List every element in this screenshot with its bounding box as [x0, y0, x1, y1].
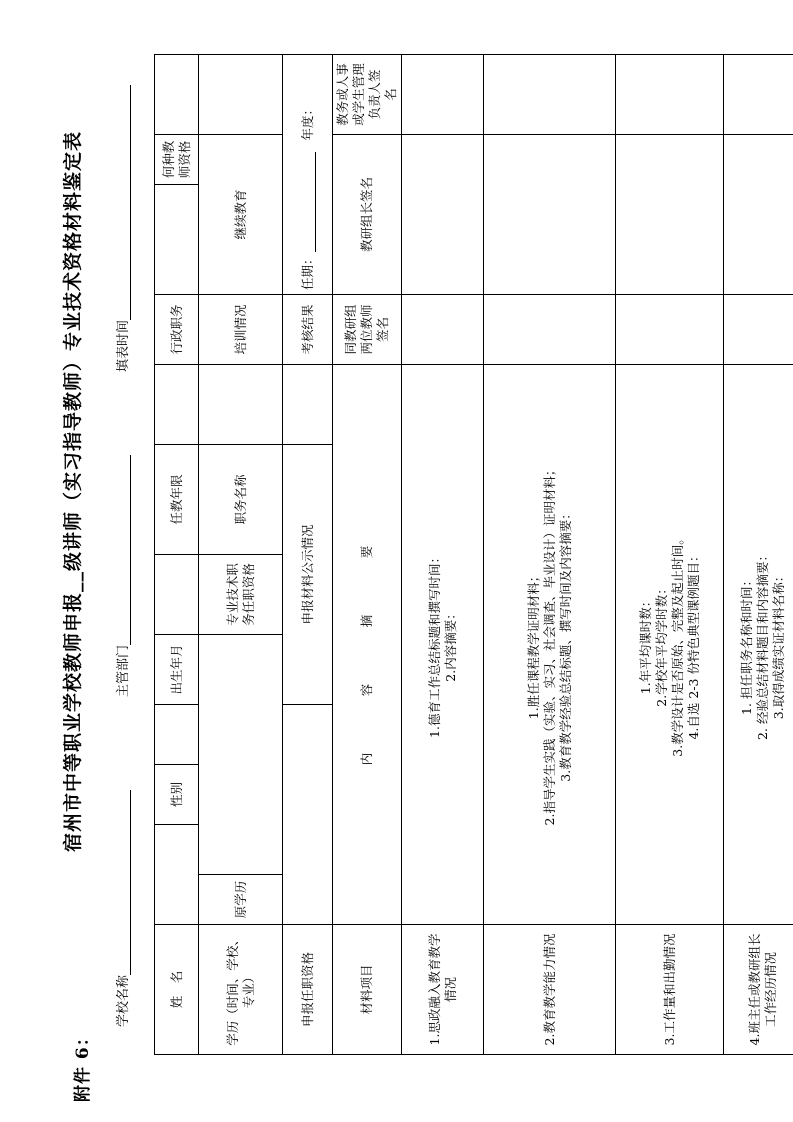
continuing-edu-cell[interactable] [199, 55, 283, 135]
summary-line: 2.学校年平均学时数： [653, 582, 669, 707]
form-title: 宿州市中等职业学校教师申报__级讲师（实习指导教师）专业技术资格材料鉴定表 [62, 130, 84, 852]
peer-sign-cell[interactable] [402, 295, 484, 365]
materials-header-row [333, 55, 402, 1055]
department-label: 主管部门 [116, 644, 131, 697]
name-cell[interactable] [155, 825, 199, 925]
term-label: 任期： [299, 252, 315, 290]
title-name-label: 职务名称 [199, 445, 283, 555]
school-name-blank[interactable] [116, 790, 131, 975]
term-blank[interactable] [301, 152, 316, 252]
apply-qual-cell[interactable] [283, 705, 333, 925]
admin-sign-cell[interactable] [484, 55, 616, 135]
birth-label: 出生年月 [155, 635, 199, 705]
material-item: 4.班主任或教研组长工作经历情况 [724, 925, 793, 1055]
publicity-cell[interactable] [283, 365, 333, 445]
year-label: 年度： [299, 103, 315, 141]
continuing-edu-label: 继续教育 [199, 135, 283, 295]
material-item: 1.思政融入教育教学情况 [402, 925, 484, 1055]
appraisal-table [154, 54, 793, 1055]
col-leader-header: 教研组长签名 [333, 135, 402, 295]
fill-date-label: 填表时间 [116, 319, 131, 372]
gender-label: 性别 [155, 765, 199, 825]
original-edu-cell[interactable] [199, 635, 283, 875]
peer-sign-cell[interactable] [724, 295, 793, 365]
department-blank[interactable] [116, 455, 131, 645]
teaching-years-cell[interactable] [155, 365, 199, 445]
teaching-years-label: 任教年限 [155, 445, 199, 555]
material-summary[interactable] [484, 365, 616, 925]
position-cell[interactable] [155, 185, 199, 295]
school-name-label: 学校名称 [116, 974, 131, 1027]
material-row [616, 55, 724, 1055]
peer-sign-cell[interactable] [616, 295, 724, 365]
current-title-label: 专业技术职务任职资格 [199, 555, 283, 635]
education-label: 学历（时间、学校、专业） [199, 925, 283, 1055]
admin-sign-cell[interactable] [616, 55, 724, 135]
info-row-1 [155, 55, 199, 1055]
peer-sign-cell[interactable] [484, 295, 616, 365]
attachment-label: 附件 6： [73, 1028, 93, 1102]
material-summary[interactable] [616, 365, 724, 925]
name-label: 姓 名 [155, 925, 199, 1055]
original-edu-label: 原学历 [199, 875, 283, 925]
teacher-qual-cell[interactable] [155, 55, 199, 135]
position-label: 行政职务 [155, 295, 199, 365]
summary-line: 1. 担任职务名称和时间： [738, 574, 754, 715]
material-row [402, 55, 484, 1055]
col-peer-header: 同教研组两位教师签名 [333, 295, 402, 365]
title-name-cell[interactable] [199, 365, 283, 445]
summary-line: 3.教学设计是否原始、完整及起止时间。 [669, 532, 685, 757]
apply-qual-label: 申报任职资格 [283, 925, 333, 1055]
fill-date-blank[interactable] [116, 85, 131, 320]
leader-sign-cell[interactable] [402, 135, 484, 295]
info-row-3 [283, 55, 333, 1055]
birth-cell[interactable] [155, 555, 199, 635]
assessment-cell[interactable] [283, 55, 333, 295]
publicity-label: 申报材料公示情况 [283, 445, 333, 705]
material-item: 3.工作量和出勤情况 [616, 925, 724, 1055]
leader-sign-cell[interactable] [724, 135, 793, 295]
col-admin-header: 教务或人事或学生管理负责人签 名 [333, 55, 402, 135]
summary-line: 2.内容摘要： [442, 607, 458, 682]
material-summary[interactable] [724, 365, 793, 925]
admin-sign-cell[interactable] [724, 55, 793, 135]
summary-line: 1.胜任课程教学证明材料； [525, 569, 541, 720]
assessment-label: 考核结果 [283, 295, 333, 365]
material-row [484, 55, 616, 1055]
summary-line: 4.自选 2-3 份特色典型课例题目： [685, 549, 701, 740]
summary-line: 3.取得成绩实证材料名称： [770, 569, 786, 720]
teacher-qual-label: 何种教师资格 [155, 135, 199, 185]
summary-line: 2. 经验总结材料题目和内容摘要： [754, 549, 770, 740]
summary-line: 1.德育工作总结标题和撰写时间： [426, 551, 442, 738]
material-item: 2.教育教学能力情况 [484, 925, 616, 1055]
admin-sign-cell[interactable] [402, 55, 484, 135]
col-item-header: 材料项目 [333, 925, 402, 1055]
gender-cell[interactable] [155, 705, 199, 765]
summary-line: 2.指导学生实践（实验、实习、社会调查、毕业设计）证明材料； [541, 463, 557, 826]
summary-line: 1.年平均课时数： [637, 594, 653, 695]
material-row [724, 55, 793, 1055]
col-summary-header: 内 容 摘 要 [333, 365, 402, 925]
info-row-2 [199, 55, 283, 1055]
summary-line: 3.教育教学经验总结标题、撰写时间及内容摘要： [557, 507, 573, 782]
leader-sign-cell[interactable] [616, 135, 724, 295]
material-summary[interactable] [402, 365, 484, 925]
training-label: 培训情况 [199, 295, 283, 365]
leader-sign-cell[interactable] [484, 135, 616, 295]
